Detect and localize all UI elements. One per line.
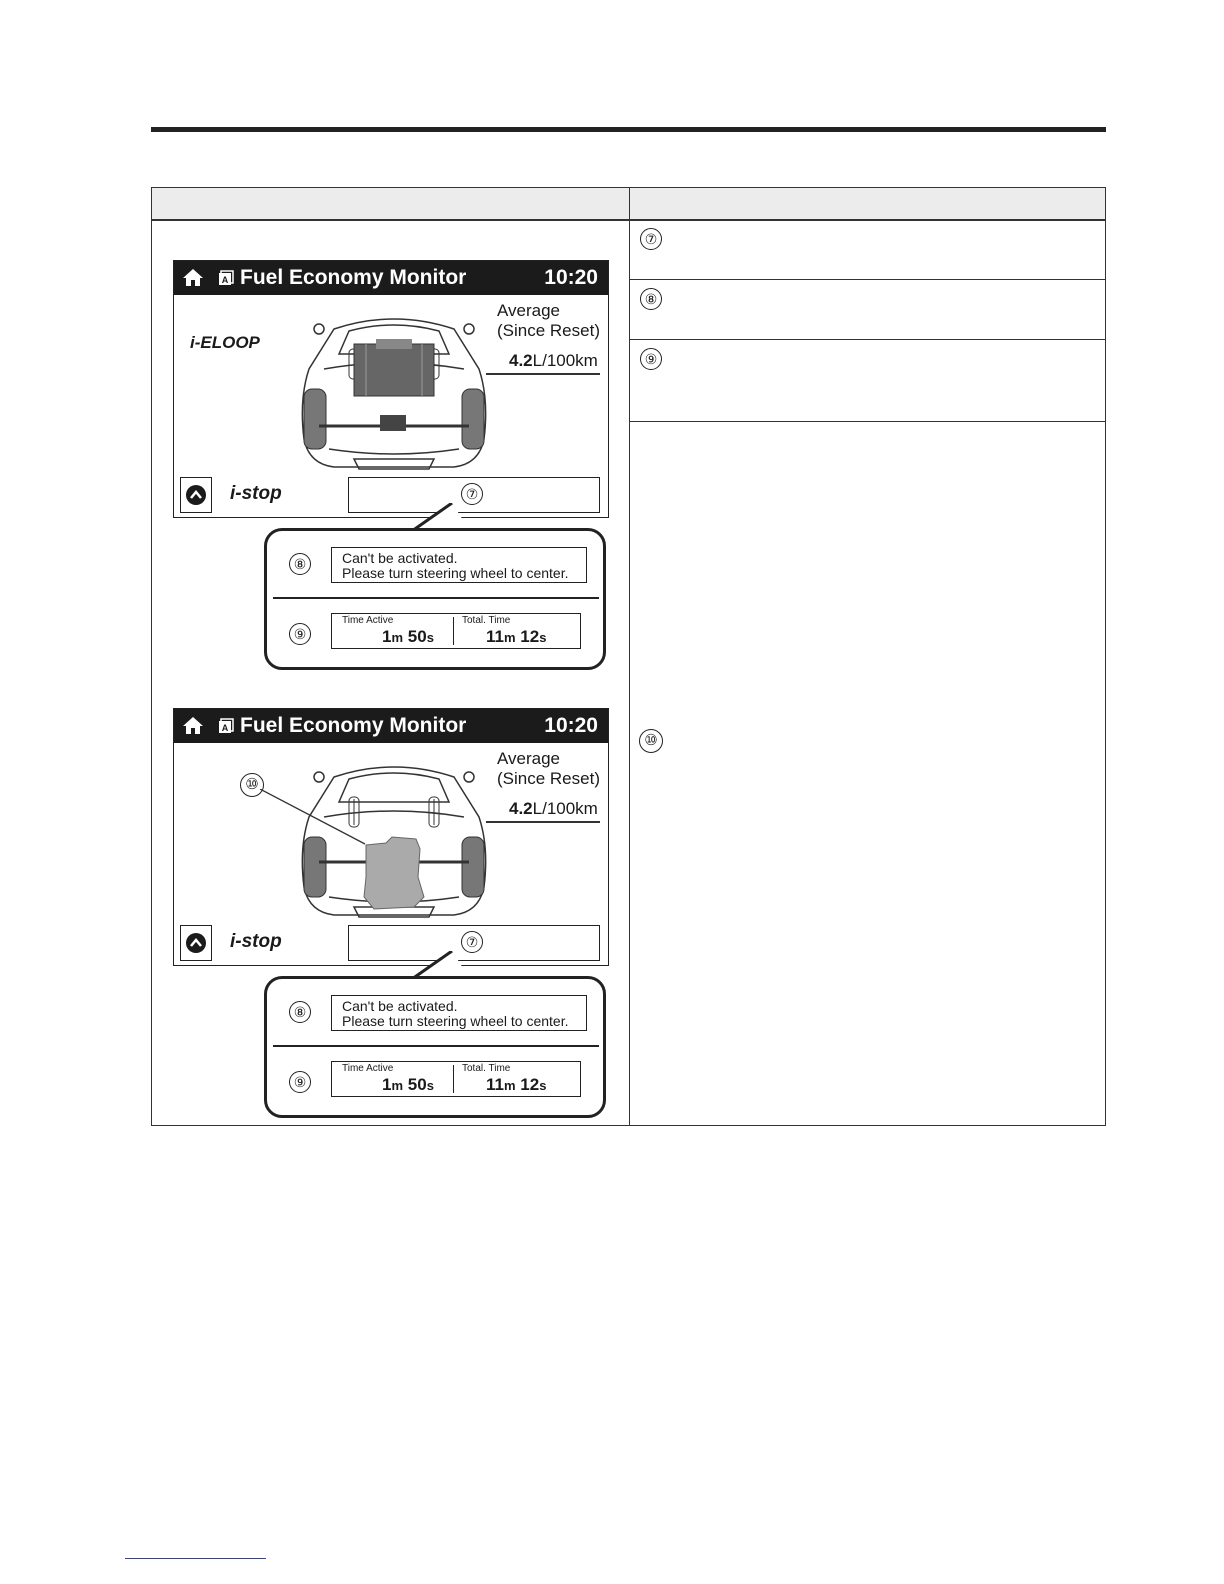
total-time-value: 11m 12s: [486, 1075, 547, 1094]
time-divider: [453, 1065, 454, 1093]
marker-8-callout: ⑧: [289, 553, 311, 575]
time-active-label: Time Active: [342, 1063, 394, 1074]
istop-message-box: [348, 477, 600, 513]
time-box: [331, 1061, 581, 1097]
value-underline: [486, 373, 600, 375]
top-rule: [151, 127, 1106, 132]
istop-status-callout: [264, 976, 606, 1118]
home-icon[interactable]: [182, 267, 204, 287]
expand-button[interactable]: [180, 477, 212, 513]
marker-10: ⑩: [639, 729, 663, 753]
svg-text:A: A: [221, 275, 229, 285]
time-active-label: Time Active: [342, 615, 394, 626]
right-cell-9: [630, 340, 1105, 422]
time-active-value: 1m 50s: [382, 627, 434, 646]
app-icon: [218, 270, 234, 286]
time-divider: [453, 617, 454, 645]
istop-label: i-stop: [230, 483, 282, 504]
marker-8: ⑧: [640, 288, 662, 310]
time-box: [331, 613, 581, 649]
fuel-economy-value: 4.2L/100km: [509, 799, 598, 818]
chevron-up-icon: [181, 478, 211, 512]
app-icon: [218, 718, 234, 734]
screen-bottom-bar: [174, 921, 608, 965]
car-illustration-eloop: [294, 309, 494, 473]
fuel-economy-screen-engine: [173, 708, 609, 966]
fuel-economy-screen-eloop: [173, 260, 609, 518]
value-underline: [486, 821, 600, 823]
content-table: [151, 187, 1106, 1126]
right-cell-10: [630, 422, 1105, 1124]
istop-status-callout: [264, 528, 606, 670]
status-message: Can't be activated. Please turn steering wheel to center.: [342, 550, 569, 581]
screen-title-bar: [174, 261, 608, 295]
time-active-value: 1m 50s: [382, 1075, 434, 1094]
eloop-label: i-ELOOP: [190, 333, 260, 352]
istop-message-box: [348, 925, 600, 961]
istop-label: i-stop: [230, 931, 282, 952]
total-time-label: Total. Time: [462, 1063, 511, 1074]
callout-divider: [273, 1045, 599, 1047]
marker-8-callout: ⑧: [289, 1001, 311, 1023]
clock: 10:20: [544, 266, 598, 289]
footer-link-line: [125, 1558, 266, 1559]
clock: 10:20: [544, 714, 598, 737]
screen-title-bar: [174, 709, 608, 743]
marker-7: ⑦: [640, 228, 662, 250]
screen-title: Fuel Economy Monitor: [240, 714, 467, 737]
total-time-label: Total. Time: [462, 615, 511, 626]
average-label: Average (Since Reset): [497, 301, 600, 340]
status-message-box: [331, 995, 587, 1031]
marker-9: ⑨: [640, 348, 662, 370]
marker-7-box: ⑦: [461, 931, 483, 953]
screen-bottom-bar: [174, 473, 608, 517]
right-cell-7: [630, 220, 1105, 280]
chevron-up-icon: [181, 926, 211, 960]
marker-10-screen: ⑩: [240, 773, 264, 797]
marker-7-box: ⑦: [461, 483, 483, 505]
screen-title: Fuel Economy Monitor: [240, 266, 467, 289]
callout-divider: [273, 597, 599, 599]
svg-text:A: A: [221, 723, 229, 733]
average-label: Average (Since Reset): [497, 749, 600, 788]
car-illustration-engine: [294, 757, 494, 921]
right-cell-8: [630, 280, 1105, 340]
expand-button[interactable]: [180, 925, 212, 961]
fuel-economy-value: 4.2L/100km: [509, 351, 598, 370]
home-icon[interactable]: [182, 715, 204, 735]
total-time-value: 11m 12s: [486, 627, 547, 646]
marker-9-callout: ⑨: [289, 1071, 311, 1093]
status-message: Can't be activated. Please turn steering wheel to center.: [342, 998, 569, 1029]
status-message-box: [331, 547, 587, 583]
marker-9-callout: ⑨: [289, 623, 311, 645]
